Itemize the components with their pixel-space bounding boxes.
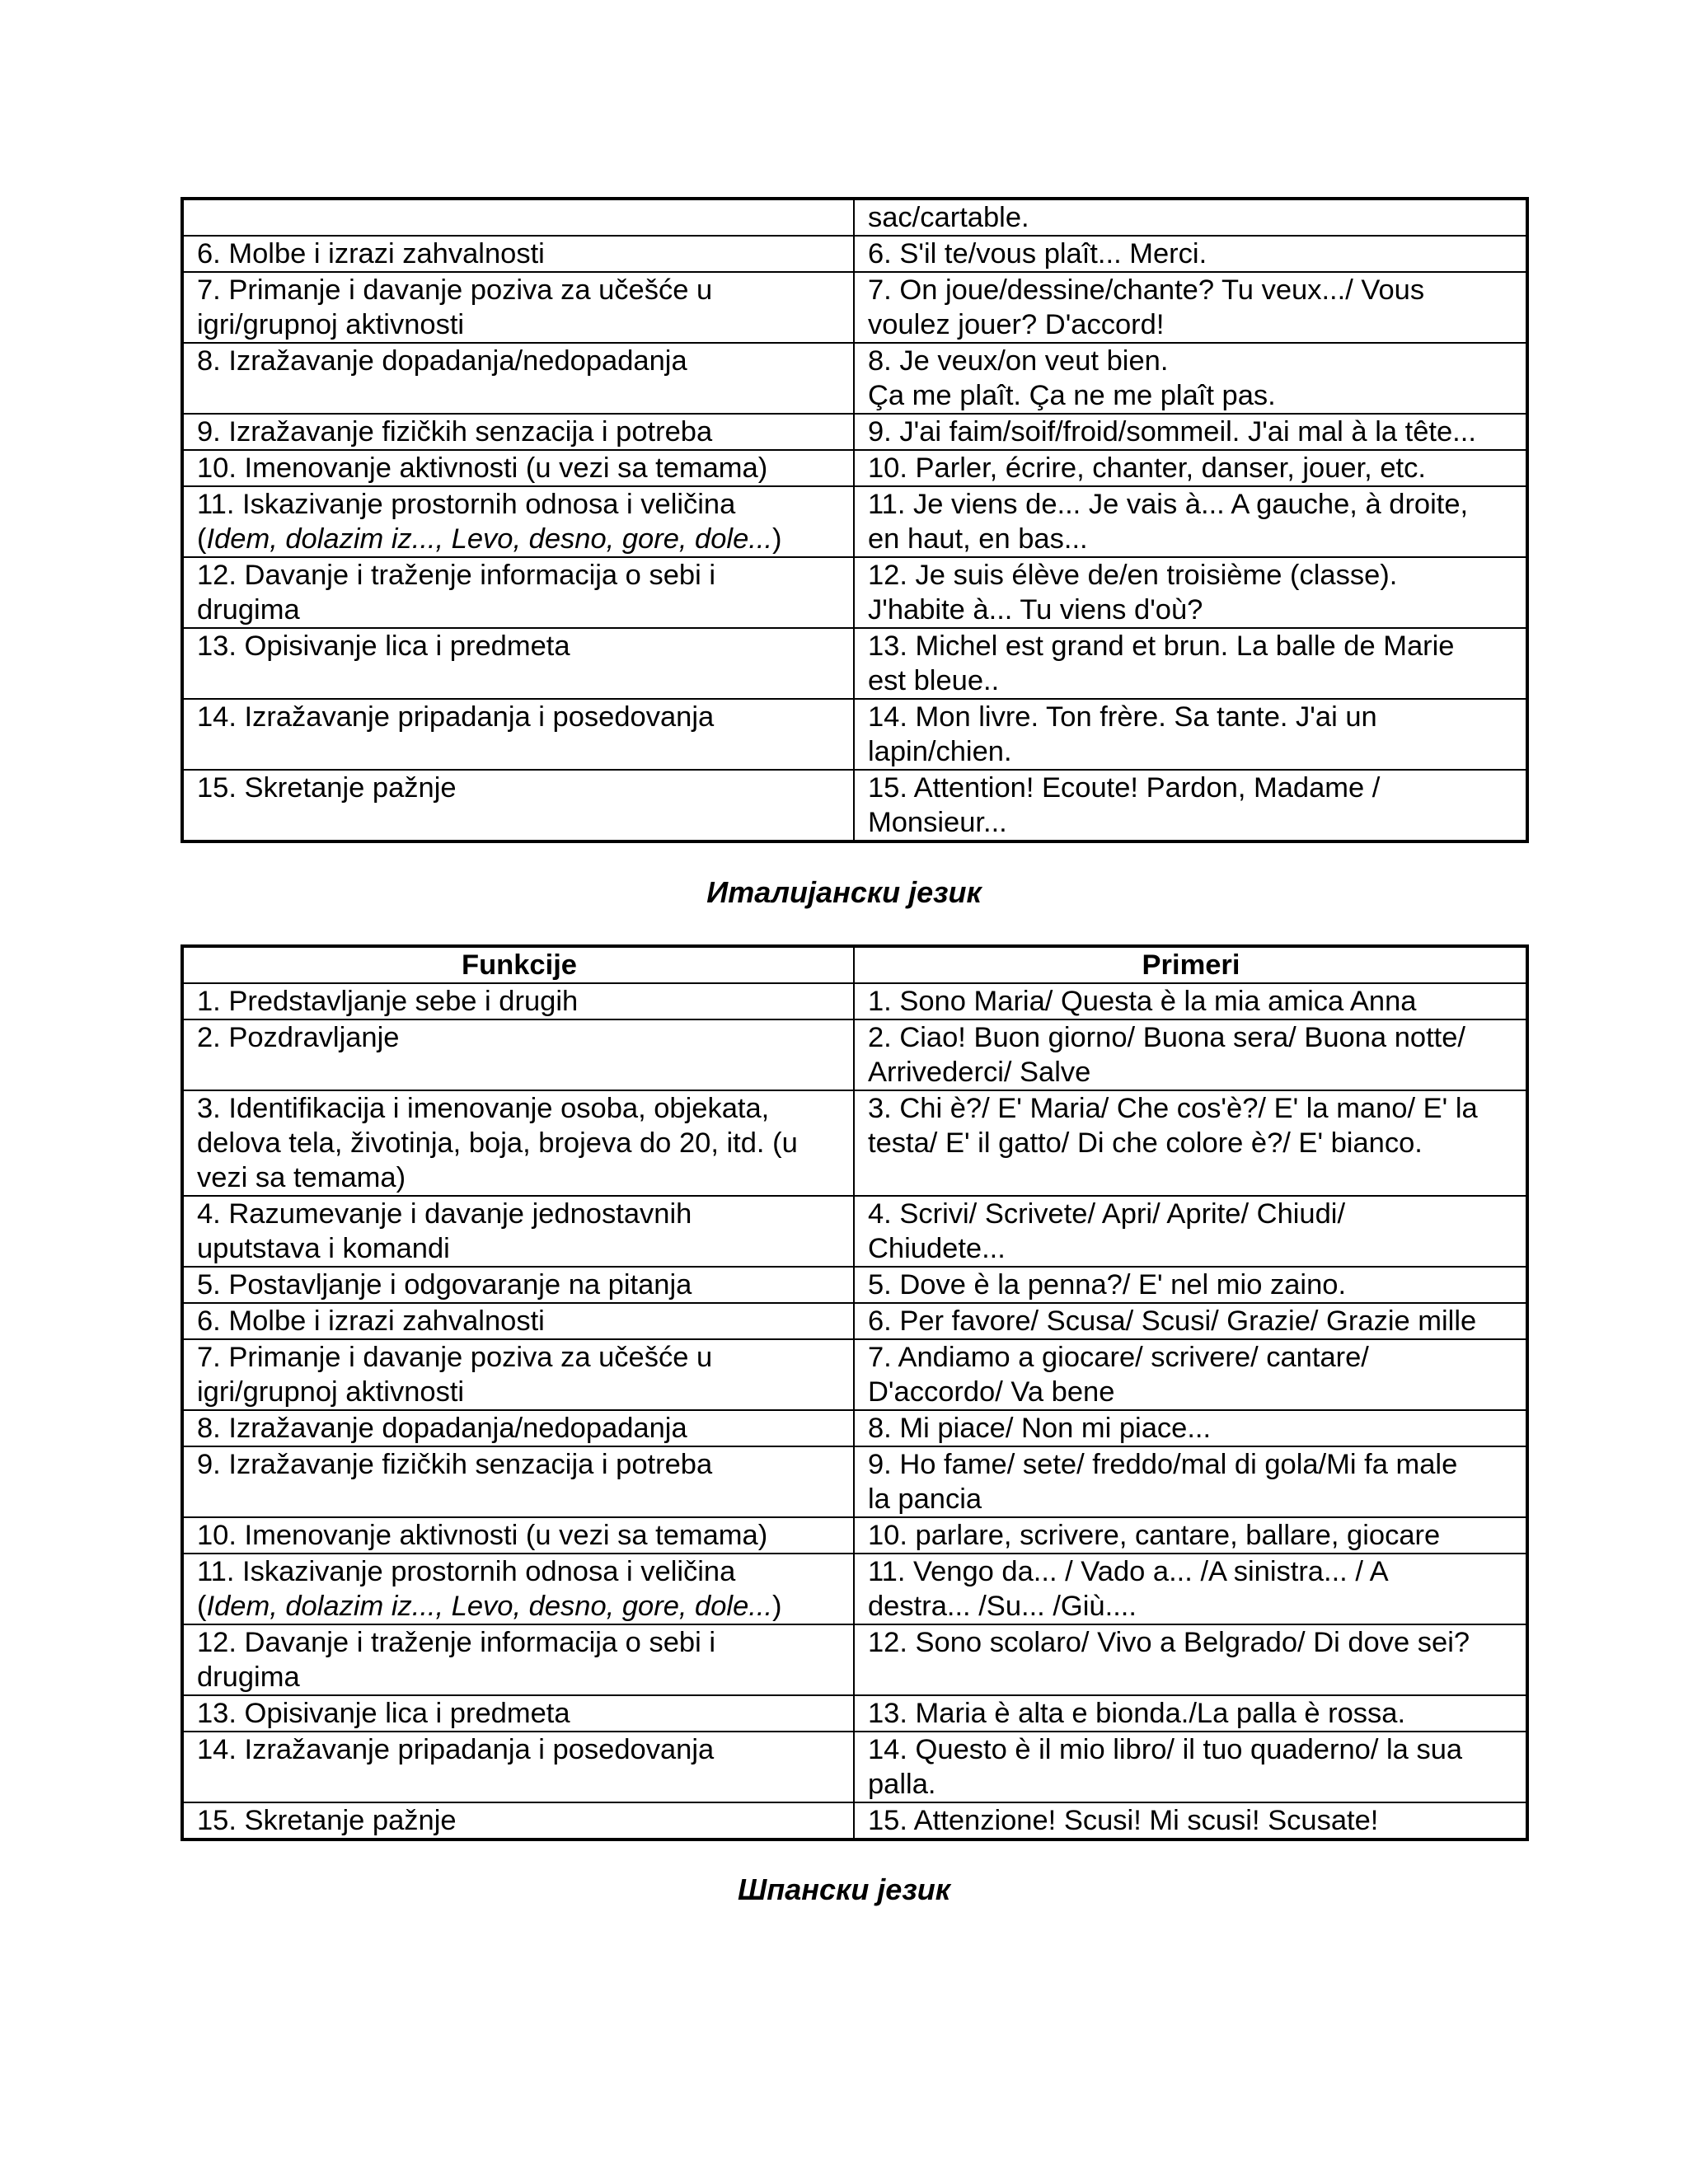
column-header-examples: Primeri: [854, 946, 1527, 983]
table-row: 5. Postavljanje i odgovaranje na pitanja 5. Dove è la penna?/ E' nel mio zaino.: [182, 1267, 1527, 1303]
table-row: 13. Opisivanje lica i predmeta 13. Michel est grand et brun. La balle de Marie est bleue..: [182, 628, 1527, 699]
table-row: sac/cartable.: [182, 199, 1527, 236]
table-row: 15. Skretanje pažnje 15. Attenzione! Scusi! Mi scusi! Scusate!: [182, 1802, 1527, 1840]
table-row: 15. Skretanje pažnje 15. Attention! Ecoute! Pardon, Madame / Monsieur...: [182, 770, 1527, 841]
section-heading-spanish: Шпански језик: [738, 1872, 950, 1906]
table-row: 9. Izražavanje fizičkih senzacija i potreba 9. J'ai faim/soif/froid/sommeil. J'ai mal à la tête...: [182, 414, 1527, 450]
table-row: 7. Primanje i davanje poziva za učešće u igri/grupnoj aktivnosti 7. Andiamo a giocare/ scrivere/ cantare/ D'accordo/ Va bene: [182, 1339, 1527, 1410]
table-row: 14. Izražavanje pripadanja i posedovanja 14. Mon livre. Ton frère. Sa tante. J'ai un lapin/chien.: [182, 699, 1527, 770]
column-header-functions: Funkcije: [182, 946, 854, 983]
table-row: 6. Molbe i izrazi zahvalnosti 6. S'il te/vous plaît... Merci.: [182, 236, 1527, 272]
table-row: 14. Izražavanje pripadanja i posedovanja 14. Questo è il mio libro/ il tuo quaderno/ la sua palla.: [182, 1732, 1527, 1802]
italic-examples: Idem, dolazim iz..., Levo, desno, gore, dole...: [206, 1591, 773, 1622]
table-row: 11. Iskazivanje prostornih odnosa i veličina (Idem, dolazim iz..., Levo, desno, gore, dole...) 11. Vengo da... / Vado a... /A sinistra... / A destra... /Su... /Giù....: [182, 1554, 1527, 1624]
table-row: 10. Imenovanje aktivnosti (u vezi sa temama) 10. Parler, écrire, chanter, danser, jouer, etc.: [182, 450, 1527, 486]
table-row: 8. Izražavanje dopadanja/nedopadanja 8. Je veux/on veut bien. Ça me plaît. Ça ne me plaît pas.: [182, 343, 1527, 414]
section-heading-italian: Италијански језик: [706, 875, 982, 909]
table-row: 9. Izražavanje fizičkih senzacija i potreba 9. Ho fame/ sete/ freddo/mal di gola/Mi fa male la pancia: [182, 1446, 1527, 1517]
table-row: 7. Primanje i davanje poziva za učešće u igri/grupnoj aktivnosti 7. On joue/dessine/chante? Tu veux.../ Vous voulez jouer? D'accord!: [182, 272, 1527, 343]
table-row: 10. Imenovanje aktivnosti (u vezi sa temama) 10. parlare, scrivere, cantare, ballare, giocare: [182, 1517, 1527, 1554]
table-row: 4. Razumevanje i davanje jednostavnih uputstava i komandi 4. Scrivi/ Scrivete/ Apri/ Aprite/ Chiudi/ Chiudete...: [182, 1196, 1527, 1267]
italic-examples: Idem, dolazim iz..., Levo, desno, gore, dole...: [206, 523, 773, 555]
table-row: 12. Davanje i traženje informacija o sebi i drugima 12. Je suis élève de/en troisième (classe). J'habite à... Tu viens d'où?: [182, 557, 1527, 628]
table-row: 6. Molbe i izrazi zahvalnosti 6. Per favore/ Scusa/ Scusi/ Grazie/ Grazie mille: [182, 1303, 1527, 1339]
french-functions-table: [181, 197, 1529, 843]
table-row: 3. Identifikacija i imenovanje osoba, objekata, delova tela, životinja, boja, brojeva do 20, itd. (u vezi sa temama) 3. Chi è?/ E' Maria/ Che cos'è?/ E' la mano/ E' la testa/ E' il gatto/ Di che colore è?/ E' bianco.: [182, 1090, 1527, 1196]
table-header-row: [182, 946, 1527, 983]
table-row: 12. Davanje i traženje informacija o sebi i drugima 12. Sono scolaro/ Vivo a Belgrado/ Di dove sei?: [182, 1624, 1527, 1695]
table-row: 8. Izražavanje dopadanja/nedopadanja 8. Mi piace/ Non mi piace...: [182, 1410, 1527, 1446]
table-row: 13. Opisivanje lica i predmeta 13. Maria è alta e bionda./La palla è rossa.: [182, 1695, 1527, 1732]
table-row: 11. Iskazivanje prostornih odnosa i veličina (Idem, dolazim iz..., Levo, desno, gore, dole...) 11. Je viens de... Je vais à... A gauche, à droite, en haut, en bas...: [182, 486, 1527, 557]
table-row: 1. Predstavljanje sebe i drugih 1. Sono Maria/ Questa è la mia amica Anna: [182, 983, 1527, 1019]
table-row: 2. Pozdravljanje 2. Ciao! Buon giorno/ Buona sera/ Buona notte/ Arrivederci/ Salve: [182, 1019, 1527, 1090]
italian-functions-table: [181, 944, 1529, 1841]
